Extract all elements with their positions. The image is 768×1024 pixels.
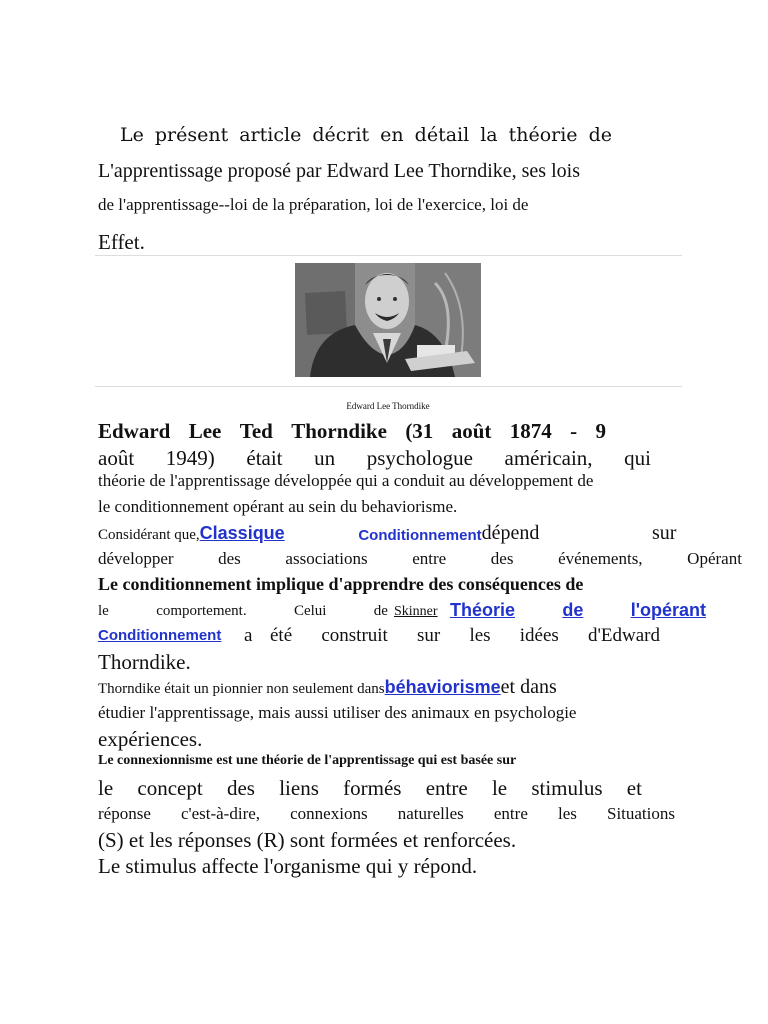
conditioning-link[interactable]: Conditionnement: [98, 627, 222, 644]
intro-line-3: de l'apprentissage--loi de la préparation, loi de l'exercice, loi de: [98, 195, 529, 214]
section2-line-6: Thorndike.: [98, 650, 191, 674]
section3-line-4: Le connexionnisme est une théorie de l'apprentissage qui est basée sur: [98, 753, 517, 768]
section3-line-3: expériences.: [98, 727, 203, 751]
photo-caption: Edward Lee Thorndike: [346, 401, 430, 411]
intro-line-4: Effet.: [98, 230, 145, 254]
behaviorism-link[interactable]: béhaviorisme: [384, 677, 501, 697]
divider-top: [95, 255, 682, 256]
section1-line-2: août 1949) était un psychologue américain, qui: [98, 446, 651, 470]
intro-line-2: L'apprentissage proposé par Edward Lee Thorndike, ses lois: [98, 160, 580, 182]
divider-bottom: [95, 386, 682, 387]
skinner-text: Skinner: [394, 604, 438, 619]
intro-line-1: Le présent article décrit en détail la théorie de: [120, 124, 612, 146]
portrait-image: [295, 263, 481, 377]
depend-text: dépend: [481, 522, 540, 544]
section2-line-3: Le conditionnement implique d'apprendre des conséquences de: [98, 574, 584, 594]
section2-line-2: développer des associations entre des événements, Opérant: [98, 549, 742, 568]
section1-line-3: théorie de l'apprentissage développée qui a conduit au développement de: [98, 471, 594, 490]
considering-text: Considérant que,: [98, 527, 200, 543]
classical-conditioning-link[interactable]: Classique Conditionnement: [199, 523, 482, 544]
section3-line-8: Le stimulus affecte l'organisme qui y répond.: [98, 854, 478, 878]
section1-line-4: le conditionnement opérant au sein du behaviorisme.: [98, 497, 458, 516]
operant-theory-link[interactable]: Théorie de l'opérant: [450, 600, 706, 620]
section2-line-1: [98, 522, 685, 545]
sur-text: sur: [652, 522, 677, 544]
section3-line-2: étudier l'apprentissage, mais aussi utiliser des animaux en psychologie: [98, 703, 577, 722]
section3-line-1: Thorndike était un pionnier non seulement dansbéhaviorismeet dans: [98, 676, 557, 698]
section3-line-6: réponse c'est-à-dire, connexions naturelles entre les Situations: [98, 804, 675, 823]
section3-line-5: le concept des liens formés entre le stimulus et: [98, 776, 642, 800]
portrait-photo: [295, 263, 481, 377]
section1-title: Edward Lee Ted Thorndike (31 août 1874 - 9: [98, 419, 606, 443]
section3-line-7: (S) et les réponses (R) sont formées et renforcées.: [98, 828, 517, 852]
